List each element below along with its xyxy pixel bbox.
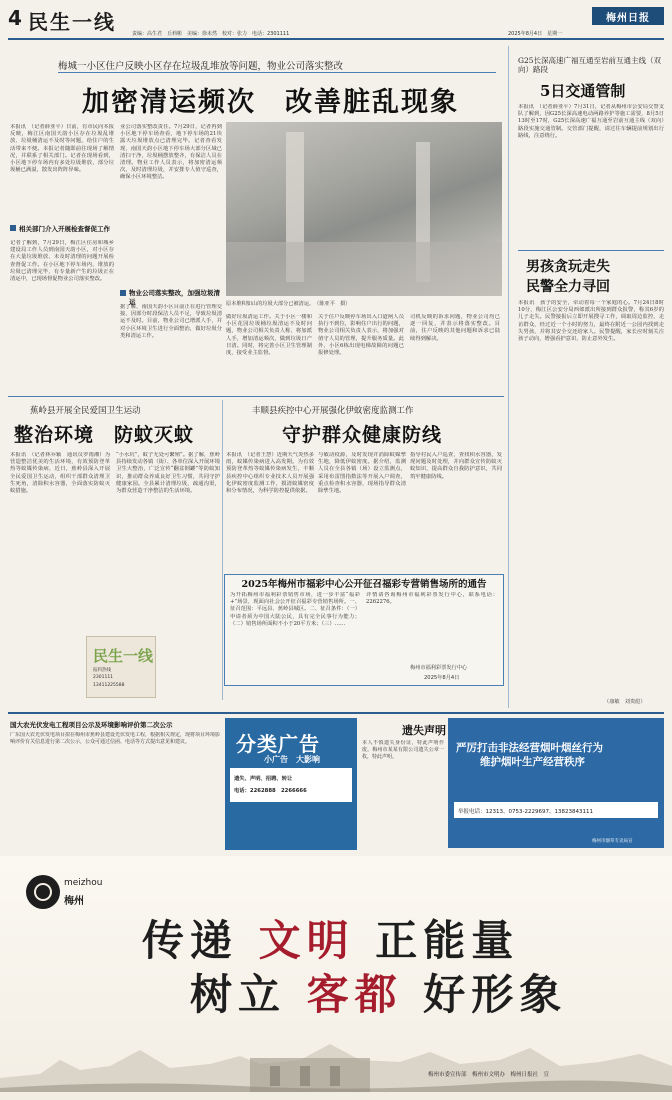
banner-brand-latin: meizhou [64, 878, 103, 888]
right-credit: （康敏 刘贵彪） [604, 699, 646, 705]
kicker-rule [58, 72, 496, 73]
header-rule [8, 38, 664, 40]
ads-rule [8, 712, 664, 714]
issue-date: 2025年8月4日 星期一 [508, 31, 563, 37]
main-col4-text: 关于住户反映停车场出入口道闸人员执行不到位，影响住户出行的问题，物业公司相关负责人表示，将加强对值守人员的管理，提升服务质量。此外，小区6栋出现电梯故障的问题已报修处理。 [318, 314, 404, 357]
logo-label: 报料热线 [93, 668, 111, 673]
banner-credits: 梅州市委宣传部 梅州市文明办 梅州日报社 宣 [428, 1072, 550, 1078]
main-col5-text: 司机反映的诉求问题，物业公司均已逐一回复，并表示将落实整改。目前，住户反映的其他问题和诉求已陆续得到解决。 [410, 314, 500, 342]
tobacco-phone: 举报电话：12313、0753-2229697、13823843111 [458, 809, 593, 815]
main-col2-subtitle: 物业公司落实整改，加强垃圾清运 [120, 289, 222, 307]
right-text2: 本报讯 孩子的安全，牵动着每一个家庭的心。7月24日8时10分，梅江区公安分局西郊派出所接到群众报警，称其6岁的儿子走失。民警接报后立即开展搜寻工作，调取周边监控，走访群众，经过近一个小时的努力，最终在附近一公园内找到走失男孩，并将其安全交还给家人。民警提醒，家长应时刻关注孩子动向，增强看护意识，防止意外发生。 [518, 300, 664, 343]
logo-phone2: 13411225588 [93, 683, 125, 688]
page-number: 4 [8, 6, 22, 30]
notice-signature: 梅州市福利彩票发行中心 [410, 665, 468, 671]
main-col1-text: 本报讯 （记者薛亚平）日前，有市民向本报反映，梅江区南国天韵小区存在垃圾乱堆放、垃圾桶清运不及时等问题，给住户的生活带来不便。本报记者随即前往现场了解情况，并联系了相关部门。记者在现场看到，小区地下停车场内有多处垃圾堆放，部分垃圾桶已满溢，散发出阵阵异味。 [10, 124, 114, 174]
lost-notice-title: 遗失声明 [402, 724, 446, 737]
newspaper-logo: 梅州日报 [592, 7, 664, 25]
classified-line1: 遗失、声明、招聘、转让 [234, 776, 293, 782]
mid-rule [8, 396, 504, 397]
story2-col2-text: “小水坑”，蚊子无处可繁殖”。据了解，蕉岭县持续发动各镇（街）、各单位深入开展环境卫生大整治，广泛宣传“翻盆倒罐”等防蚊知识，推动群众养成良好卫生习惯，共同守护健康家园。全县累计清理垃圾，疏通沟渠，为群众营造干净整洁的生活环境。 [116, 452, 220, 495]
classified-subtitle: 小广告 大影响 [264, 755, 320, 764]
right-rule [518, 250, 664, 251]
editor-meta: 责编：高生君 丘莉彬 美编：徐未然 校对：张力 电话：2301111 [132, 31, 290, 37]
right-text: 本报讯 （记者薛亚平）7月31日，记者从梅州市公安局交警支队了解到，因G25长深高速电动两路养护等施工需要，8月5日13时至17时，G25长深高速广福互通至岩前互通主线（双向）路段实施交通管制。交管部门提醒，请过往车辆提前规划出行路线，注意绕行。 [518, 104, 664, 139]
main-col1-subtitle: 相关部门介入开展检查督促工作 [10, 224, 114, 233]
story3-col2-text: 与敏动疫源，及时发现并消除蚊媒孳生地，降低伊蚊密度。据介绍，监测人员在全县各镇（场）设立监测点，采用布雷图指数法等开展入户调查，重点检查积水容器，现场指导群众清除孳生地。 [318, 452, 406, 495]
photo-caption: 原本堆积如山的垃圾大部分已被清运。 （陈亚平 摄） [226, 301, 351, 307]
story3-kicker: 丰顺县疾控中心开展强化伊蚊密度监测工作 [252, 406, 414, 416]
story2-col1-text: 本报讯 （记者林乔颖 通讯员罗雨湘）为营造整洁优美的生活环境，有效预防登革热等蚊媒传染病，近日，蕉岭县深入开展全民爱国卫生运动，组织干部群众清理卫生死角，清除积水容器，全面落实防蚊灭蚊措施。 [10, 452, 110, 495]
banner-slogan-line2: 树立 客都 好形象 [190, 970, 568, 1019]
ad-left-title: 国大农光伏发电工程项目公示及环境影响评价第二次公示 [10, 721, 173, 729]
story3-col1-text: 本报讯 （记者王慧）近期天气炎热多雨，蚊媒传染病进入高发期。为有效预防登革热等蚊媒传染病发生，丰顺县疾控中心组织专业技术人员开展强化伊蚊密度监测工作，摸清蚊媒密度和分布情况，为科学防控提供依据。 [226, 452, 314, 495]
banner-brand-chinese: 梅州 [64, 896, 84, 907]
classified-title: 分类广告 [236, 732, 320, 756]
main-col1-text2: 记者了解到，7月29日，梅江区住房和城乡建设局工作人员到南国天韵小区，对小区存在大量垃圾堆放、未及时清理的问题开展检查督促工作。在小区地下停车场内，堆放的垃圾已清理完毕，有专量新产生的垃圾正在清运中，已现场督促物业公司落实整改。 [10, 240, 114, 283]
banner-slogan-line1: 传递 文明 正能量 [142, 916, 520, 965]
logo-title: 民生一线 [93, 647, 154, 665]
ad-left-text: 广东国大农光伏发电项目拟在梅州市蕉岭县建设光伏发电工程，根据相关规定，现将项目环境影响评价有关信息进行第二次公示，公众可通过信函、电话等方式提出意见和建议。 [10, 732, 220, 746]
tobacco-ad-footer: 梅州市烟草专卖局宣 [592, 839, 633, 844]
city-skyline-illustration [0, 1030, 672, 1092]
tobacco-ad [448, 718, 664, 848]
section-title: 民生一线 [28, 10, 116, 34]
right-headline2: 男孩贪玩走失 [526, 259, 610, 275]
notice-text: 为开拓梅州市福利彩票销售市场，进一步丰富“福彩+”场景，现面向社会公开征召福彩专营销售场所。一、征召范围：平远县、蕉岭县城区。二、征召条件：（一）申请者须为中国大陆公民，具有完全民事行为能力；（二）销售场所面积不小于20平方米；（三）…… [230, 592, 360, 627]
main-kicker: 梅城一小区住户反映小区存在垃圾乱堆放等问题，物业公司落实整改 [58, 61, 344, 72]
classified-line2: 电话：2262888 2266666 [234, 788, 307, 794]
notice-date: 2025年8月4日 [424, 675, 460, 681]
story2-headline: 整治环境 防蚊灭蚊 [14, 424, 195, 446]
notice-text2: 详情请咨询梅州市福利彩票发行中心，联系电话：2262276。 [366, 592, 498, 606]
right-headline: 5日交通管制 [540, 82, 626, 100]
column-divider [508, 46, 509, 708]
lost-notice-text: 本人不慎遗失身份证，特此声明作废。梅州市某某有限公司遗失公章一枚，特此声明。 [362, 740, 444, 761]
tobacco-ad-line2: 维护烟叶生产经营秩序 [480, 756, 585, 768]
emblem-ring [34, 883, 52, 901]
main-col2-text2: 据了解，南国天韵小区目前正在进行管理交接，因部分时段保洁人员不足，导致垃圾清运不及时。目前，物业公司已增派人手，并对小区环境卫生进行全面整治，做好垃圾分类和清运工作。 [120, 304, 222, 339]
main-headline: 加密清运频次 改善脏乱现象 [82, 87, 459, 118]
right-kicker: G25长深高速广福互通至岩前互通主线（双向）路段 [518, 56, 662, 74]
story3-headline: 守护群众健康防线 [282, 424, 443, 446]
tobacco-ad-line1: 严厉打击非法经营烟叶烟丝行为 [456, 742, 603, 754]
main-col3-text: 做好垃圾清运工作。关于小区一楼和小区花园垃圾桶垃圾清运不及时问题，物业公司相关负责人称，将加派人手，增加清运频次，做到垃圾日产日清。同时，将完善小区卫生管理制度，接受业主监督。 [226, 314, 312, 357]
main-col2-text: 业公司落实整改责任。7月29日，记者再到小区地下停车场查看，地下停车场的21块露天垃圾堆放点已清理完毕。记者查看发现，南国天韵小区地下停车场大部分区域已清扫干净，垃圾桶摆放整齐，有保洁人员在清理。物业工作人员表示，将加密清运频次，及时清理垃圾，并安排专人值守巡查，确保小区环境整洁。 [120, 124, 222, 181]
right-headline3: 民警全力寻回 [526, 279, 610, 295]
column-logo [86, 636, 156, 698]
story-divider [222, 400, 223, 700]
notice-title: 2025年梅州市福彩中心公开征召福彩专营销售场所的通告 [241, 579, 487, 590]
story2-kicker: 蕉岭县开展全民爱国卫生运动 [30, 406, 141, 416]
parking-garage-photo [226, 122, 502, 296]
logo-phone1: 2301111 [93, 675, 114, 680]
story3-col3-text: 指导村民入户巡查，查找积水容器，发现问题及时处理，并向群众宣传防蚊灭蚊知识，提高群众自我防护意识，共同筑牢健康防线。 [410, 452, 502, 480]
